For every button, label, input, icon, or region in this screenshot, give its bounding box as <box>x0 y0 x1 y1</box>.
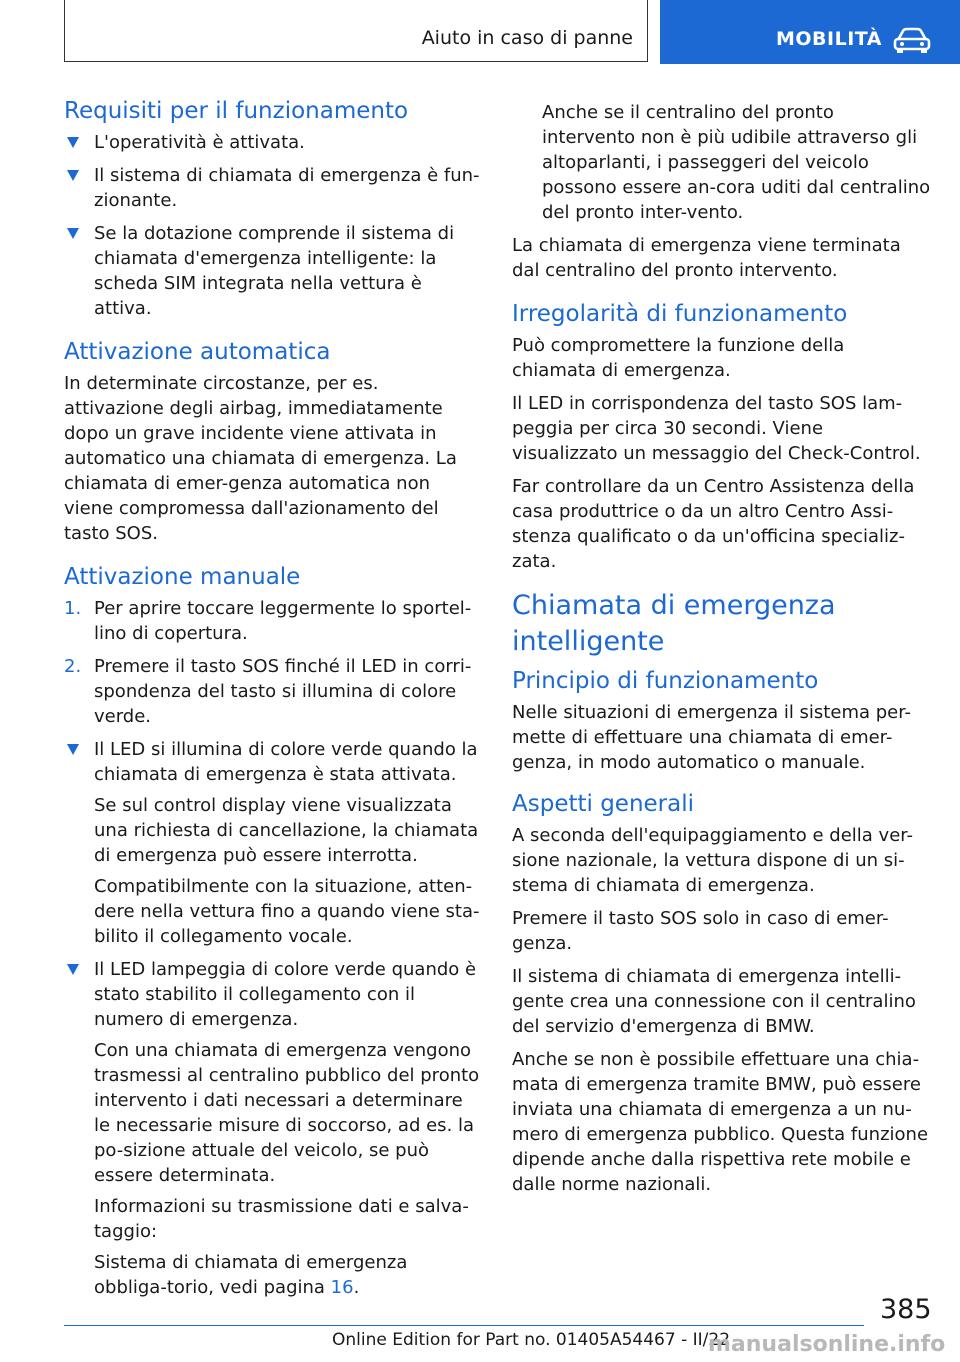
ref-prefix: Sistema di chiamata di emergenza obbliga-torio, vedi pagina <box>94 1252 408 1298</box>
heading-irregolarita: Irregolarità di funzionamento <box>512 301 848 327</box>
heading-principio: Principio di funzionamento <box>512 668 819 694</box>
list-item-text: Compatibilmente con la situazione, atten-dere nella vettura fino a quando viene sta-bilito il collegamento vocale. <box>94 876 480 947</box>
right-column <box>512 100 932 1205</box>
list-item-text: Con una chiamata di emergenza vengono trasmessi al centralino pubblico del pronto intervento i dati necessari a determinare le necessarie misure di soccorso, ad es. la po-sizione attuale del veicolo, se può essere determinata. <box>94 1040 480 1186</box>
list-item-text: L'operatività è attivata. <box>94 132 305 153</box>
continued-paragraph: Anche se il centralino del pronto intervento non è più udibile attraverso gli altoparlanti, i passeggeri del veicolo possono essere an-cora uditi dal centralino del pronto inter-vento. <box>542 102 931 223</box>
step-number: 1. <box>64 598 82 619</box>
paragraph: A seconda dell'equipaggiamento e della ver-sione nazionale, la vettura dispone di un si-stema di chiamata di emergenza. <box>512 825 914 896</box>
paragraph: Può compromettere la funzione della chiamata di emergenza. <box>512 335 845 381</box>
paragraph: La chiamata di emergenza viene terminata dal centralino del pronto intervento. <box>512 235 901 281</box>
step-text: Premere il tasto SOS finché il LED in corri-spondenza del tasto si illumina di colore verde. <box>94 656 472 727</box>
list-item-text <box>94 1250 480 1300</box>
list-item <box>64 957 480 1300</box>
list-item-text: Se sul control display viene visualizzata una richiesta di cancellazione, la chiamata di emergenza può essere interrotta. <box>94 795 479 866</box>
paragraph: Far controllare da un Centro Assistenza della casa produttrice o da un altro Centro Assi-stenza qualificato o da un'officina specializ-zata. <box>512 476 915 572</box>
list-item-text: Il LED si illumina di colore verde quando la chiamata di emergenza è stata attivata. <box>94 739 478 785</box>
step-item <box>64 596 480 646</box>
car-icon <box>892 26 932 56</box>
page-link[interactable]: 16 <box>330 1277 354 1298</box>
heading-automatica: Attivazione automatica <box>64 339 331 365</box>
list-item <box>64 737 480 949</box>
step-item <box>64 654 480 729</box>
page-header <box>0 0 960 66</box>
paragraph: Il LED in corrispondenza del tasto SOS lam-peggia per circa 30 secondi. Viene visualizzato un messaggio del Check-Control. <box>512 393 921 464</box>
list-item-text: Il LED lampeggia di colore verde quando è stato stabilito il collegamento con il numero di emergenza. <box>94 959 477 1030</box>
list-item-text: Informazioni su trasmissione dati e salva-taggio: <box>94 1196 469 1242</box>
watermark: manualsonline.info <box>708 1332 946 1357</box>
list-item <box>64 130 480 155</box>
step-number: 2. <box>64 656 82 677</box>
heading-requisiti: Requisiti per il funzionamento <box>64 98 409 124</box>
paragraph: Il sistema di chiamata di emergenza intelli-gente crea una connessione con il centralino del servizio d'emergenza di BMW. <box>512 966 916 1037</box>
section-header-box <box>64 0 648 62</box>
triangle-bullet-icon <box>67 964 79 975</box>
left-column <box>64 96 480 1308</box>
heading-intelligente: Chiamata di emergenza intelligente <box>512 590 836 657</box>
list-item <box>64 221 480 321</box>
section-title: Aiuto in caso di panne <box>421 27 633 49</box>
paragraph: Nelle situazioni di emergenza il sistema per-mette di effettuare una chiamata di emer-genza, in modo automatico o manuale. <box>512 702 911 773</box>
list-item <box>64 163 480 213</box>
chapter-tab <box>660 0 960 64</box>
triangle-bullet-icon <box>67 137 79 148</box>
triangle-bullet-icon <box>67 228 79 239</box>
paragraph: In determinate circostanze, per es. attivazione degli airbag, immediatamente dopo un grave incidente viene attivata in automatico una chiamata di emergenza. La chiamata di emer-genza automatica non viene compromessa dall'azionamento del tasto SOS. <box>64 373 457 544</box>
page-number: 385 <box>880 1294 932 1325</box>
list-item-text: Il sistema di chiamata di emergenza è fun-zionante. <box>94 165 480 211</box>
heading-manuale: Attivazione manuale <box>64 564 301 590</box>
heading-aspetti: Aspetti generali <box>512 791 695 817</box>
ref-suffix: . <box>353 1277 360 1298</box>
edition-text: Online Edition for Part no. 01405A54467 - II/22 <box>332 1330 731 1350</box>
paragraph: Anche se non è possibile effettuare una chia-mata di emergenza tramite BMW, può essere inviata una chiamata di emergenza a un nu-mero di emergenza pubblico. Questa funzione dipende anche dalla rispettiva rete mobile e dalle norme nazionali. <box>512 1049 929 1195</box>
step-text: Per aprire toccare leggermente lo sportel-lino di copertura. <box>94 598 472 644</box>
footer-divider <box>64 1325 864 1326</box>
triangle-bullet-icon <box>67 744 79 755</box>
chapter-title: MOBILITÀ <box>776 28 882 50</box>
paragraph: Premere il tasto SOS solo in caso di emer-genza. <box>512 908 889 954</box>
list-item-text: Se la dotazione comprende il sistema di chiamata d'emergenza intelligente: la scheda SIM integrata nella vettura è attiva. <box>94 223 455 319</box>
triangle-bullet-icon <box>67 170 79 181</box>
